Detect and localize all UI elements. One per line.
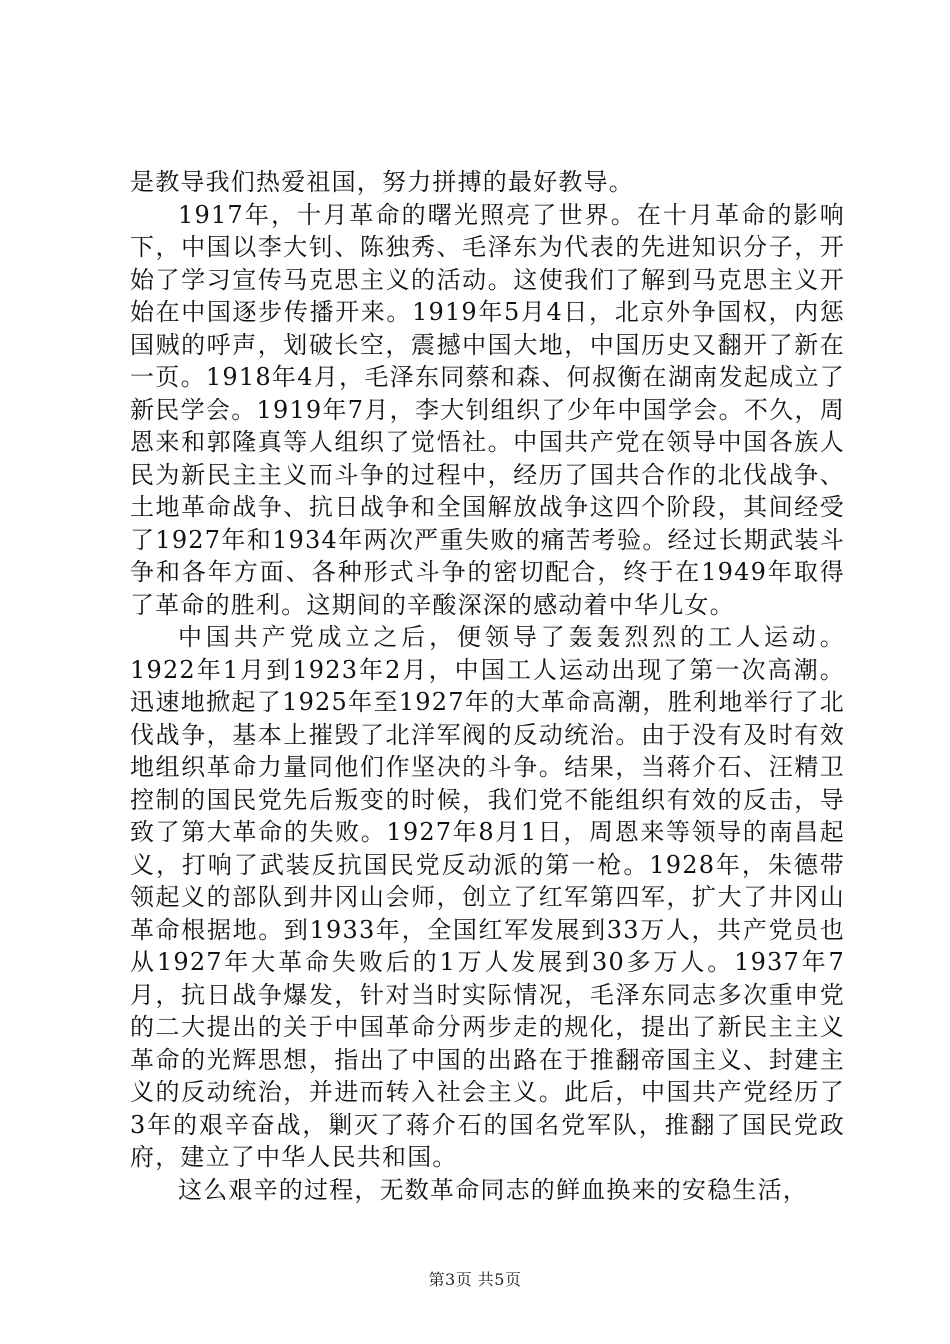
paragraph-2: 1917年，十月革命的曙光照亮了世界。在十月革命的影响下，中国以李大钊、陈独秀、毛泽东为代表的先进知识分子，开始了学习宣传马克思主义的活动。这使我们了解到马克思主义开始在中国逐步传播开来。1919年5月4日，北京外争国权，内惩国贼的呼声，划破长空，震撼中国大地，中国历史又翻开了新在一页。1918年4月，毛泽东同蔡和森、何叔衡在湖南发起成立了新民学会。1919年7月，李大钊组织了少年中国学会。不久，周恩来和郭隆真等人组织了觉悟社。中国共产党在领导中国各族人民为新民主主义而斗争的过程中，经历了国共合作的北伐战争、土地革命战争、抗日战争和全国解放战争这四个阶段，其间经受了1927年和1934年两次严重失败的痛苦考验。经过长期武装斗争和各年方面、各种形式斗争的密切配合，终于在1949年取得了革命的胜利。这期间的辛酸深深的感动着中华儿女。 [130, 200, 845, 619]
page-number-footer: 第3页 共5页 [428, 1270, 522, 1289]
paragraph-3: 中国共产党成立之后，便领导了轰轰烈烈的工人运动。1922年1月到1923年2月，中国工人运动出现了第一次高潮。迅速地掀起了1925年至1927年的大革命高潮，胜利地举行了北伐战争，基本上摧毁了北洋军阀的反动统治。由于没有及时有效地组织革命力量同他们作坚决的斗争。结果，当蒋介石、汪精卫控制的国民党先后叛变的时候，我们党不能组织有效的反击，导致了第大革命的失败。1927年8月1日，周恩来等领导的南昌起义，打响了武装反抗国民党反动派的第一枪。1928年，朱德带领起义的部队到井冈山会师，创立了红军第四军，扩大了井冈山革命根据地。到1933年，全国红军发展到33万人，共产党员也从1927年大革命失败后的1万人发展到30多万人。1937年7月，抗日战争爆发，针对当时实际情况，毛泽东同志多次重申党的二大提出的关于中国革命分两步走的规化，提出了新民主主义革命的光辉思想，指出了中国的出路在于推翻帝国主义、封建主义的反动统治，并进而转入社会主义。此后，中国共产党经历了3年的艰辛奋战，剿灭了蒋介石的国名党军队，推翻了国民党政府，建立了中华人民共和国。 [130, 623, 845, 1171]
paragraph-4: 这么艰辛的过程，无数革命同志的鲜血换来的安稳生活， [178, 1175, 808, 1204]
paragraph-1: 是教导我们热爱祖国，努力拼搏的最好教导。 [130, 168, 634, 196]
document-body [130, 166, 845, 1206]
